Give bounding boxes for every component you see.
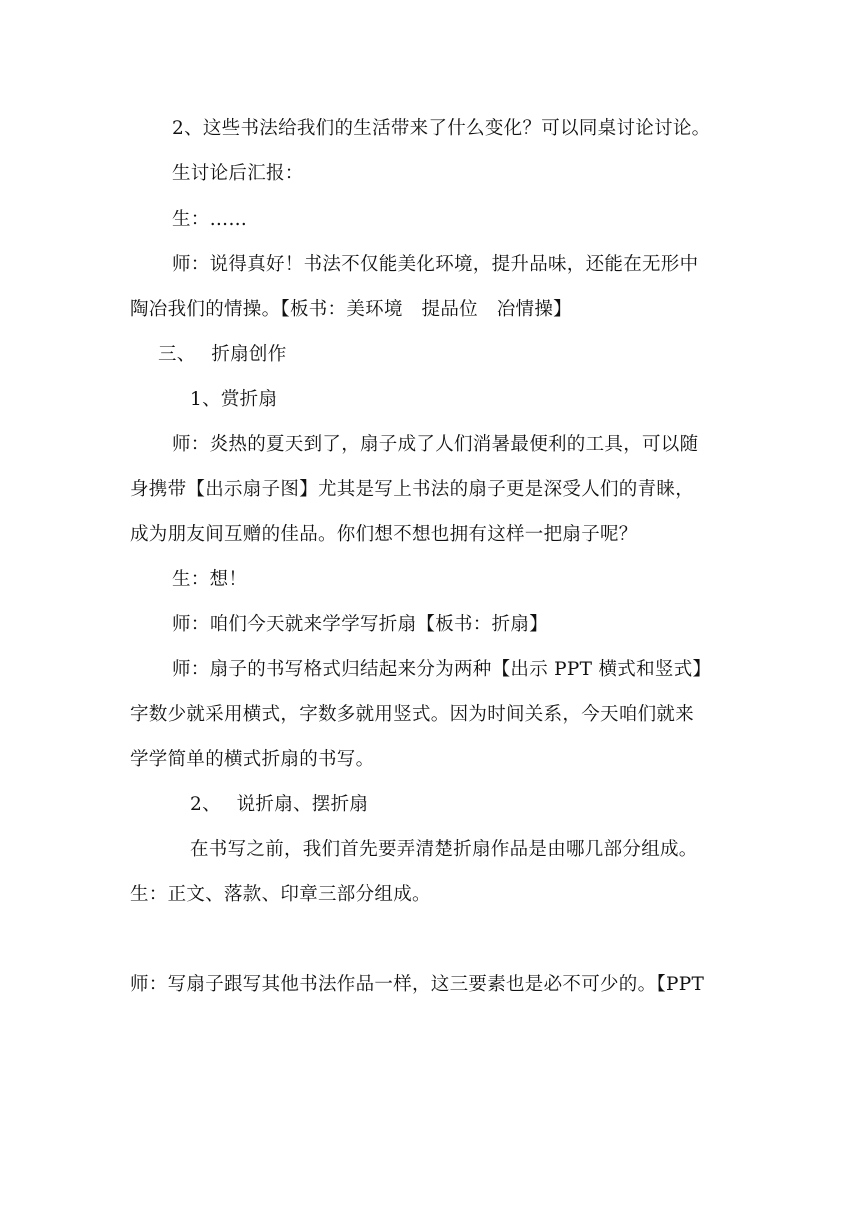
text-line: 成为朋友间互赠的佳品。你们想不想也拥有这样一把扇子呢？ xyxy=(130,524,638,545)
text-line: 学学简单的横式折扇的书写。 xyxy=(130,749,375,770)
text-line: 师：写扇子跟写其他书法作品一样，这三要素也是必不可少的。【PPT xyxy=(130,974,705,995)
text-line: 2、这些书法给我们的生活带来了什么变化？可以同桌讨论讨论。 xyxy=(172,118,711,139)
subsection-heading: 1、赏折扇 xyxy=(190,389,278,410)
text-line: 生：想！ xyxy=(172,569,248,590)
text-line: 生：…… xyxy=(172,209,248,230)
text-line: 生讨论后汇报： xyxy=(172,163,304,184)
section-heading: 三、 折扇创作 xyxy=(158,344,287,365)
text-line: 师：炎热的夏天到了，扇子成了人们消暑最便利的工具，可以随 xyxy=(172,434,699,455)
subsection-heading: 2、 说折扇、摆折扇 xyxy=(190,794,369,815)
text-line: 师：扇子的书写格式归结起来分为两种【出示 PPT 横式和竖式】 xyxy=(172,659,712,680)
text-line: 在书写之前，我们首先要弄清楚折扇作品是由哪几部分组成。 xyxy=(190,839,698,860)
text-line: 师：咱们今天就来学学写折扇【板书：折扇】 xyxy=(172,614,549,635)
text-line: 字数少就采用横式，字数多就用竖式。因为时间关系，今天咱们就来 xyxy=(130,704,695,725)
text-line: 师：说得真好！书法不仅能美化环境，提升品味，还能在无形中 xyxy=(172,254,699,275)
text-line: 生：正文、落款、印章三部分组成。 xyxy=(130,884,431,905)
text-line: 身携带【出示扇子图】尤其是写上书法的扇子更是深受人们的青睐， xyxy=(130,479,695,500)
text-line: 陶冶我们的情操。【板书：美环境 提品位 冶情操】 xyxy=(130,299,572,320)
